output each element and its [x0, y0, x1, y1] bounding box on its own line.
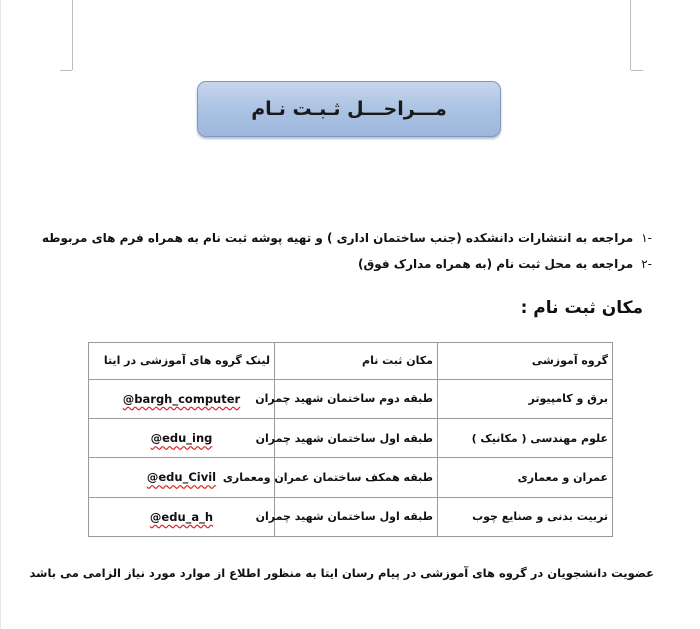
eitaa-link[interactable]: @edu_Civil	[146, 470, 217, 485]
table-cell-link	[89, 497, 275, 536]
registration-table	[88, 342, 613, 537]
eitaa-link[interactable]: @edu_ing	[150, 431, 213, 446]
step-1	[42, 231, 652, 245]
table-cell-link	[89, 379, 275, 418]
table-cell-location: طبقه همکف ساختمان عمران ومعماری	[275, 458, 438, 497]
step-2	[358, 257, 652, 271]
margin-mark-right	[630, 0, 631, 70]
table-cell-group: علوم مهندسی ( مکانیک )	[438, 419, 613, 458]
table-cell-group: برق و کامپیوتر	[438, 379, 613, 418]
margin-mark-left	[72, 0, 73, 70]
margin-mark-right-h	[631, 70, 643, 71]
table-cell-location: طبقه دوم ساختمان شهید چمران	[275, 379, 438, 418]
table-header-cell: لینک گروه های آموزشی در ایتا	[89, 343, 275, 380]
page-edge	[0, 0, 1, 629]
step-1-text: مراجعه به انتشارات دانشکده (جنب ساختمان اداری ) و تهیه پوشه ثبت نام به همراه فرم های مربوطه	[41, 231, 634, 245]
step-2-text: مراجعه به محل ثبت نام (به همراه مدارک فوق)	[358, 257, 634, 271]
table-row	[89, 419, 613, 458]
table-header-cell: مکان ثبت نام	[275, 343, 438, 380]
table-header-row	[89, 343, 613, 380]
table-header-cell: گروه آموزشی	[438, 343, 613, 380]
table-row	[89, 497, 613, 536]
table-cell-group: تربیت بدنی و صنایع چوب	[438, 497, 613, 536]
step-2-number: -۲	[641, 257, 652, 271]
step-1-number: -۱	[641, 231, 652, 245]
footnote: عضویت دانشجویان در گروه های آموزشی در پیام رسان ایتا به منظور اطلاع از موارد مورد نیاز الزامی می باشد	[29, 566, 654, 580]
table-row	[89, 458, 613, 497]
table-cell-location: طبقه اول ساختمان شهید چمران	[275, 419, 438, 458]
table-cell-location: طبقه اول ساختمان شهید چمران	[275, 497, 438, 536]
page-title: مـــراحـــل ثـبـت نـام	[251, 98, 447, 120]
eitaa-link[interactable]: @edu_a_h	[149, 509, 214, 524]
table-row	[89, 379, 613, 418]
margin-mark-left-h	[60, 70, 72, 71]
table-cell-group: عمران و معماری	[438, 458, 613, 497]
table-cell-link	[89, 419, 275, 458]
title-box	[197, 81, 501, 137]
section-heading: مکان ثبت نام :	[520, 298, 643, 318]
eitaa-link[interactable]: @bargh_computer	[122, 391, 241, 406]
